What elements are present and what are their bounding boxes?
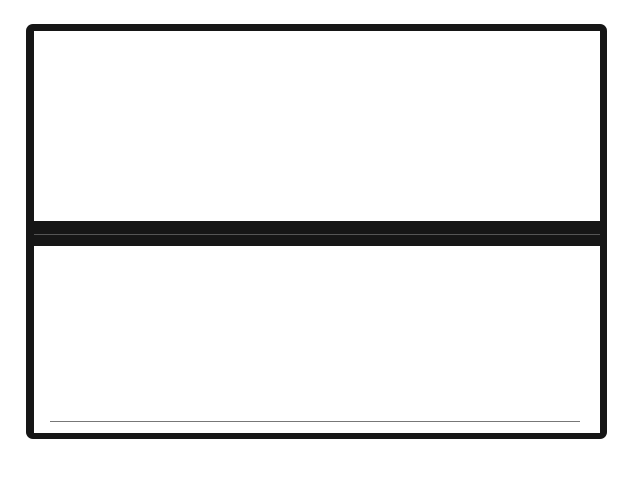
week-label xyxy=(520,411,580,425)
spiral-binding xyxy=(34,219,600,249)
top-page xyxy=(34,31,600,221)
binding-rod xyxy=(34,234,600,235)
bottom-rule xyxy=(50,421,580,422)
bottom-page xyxy=(34,246,600,433)
